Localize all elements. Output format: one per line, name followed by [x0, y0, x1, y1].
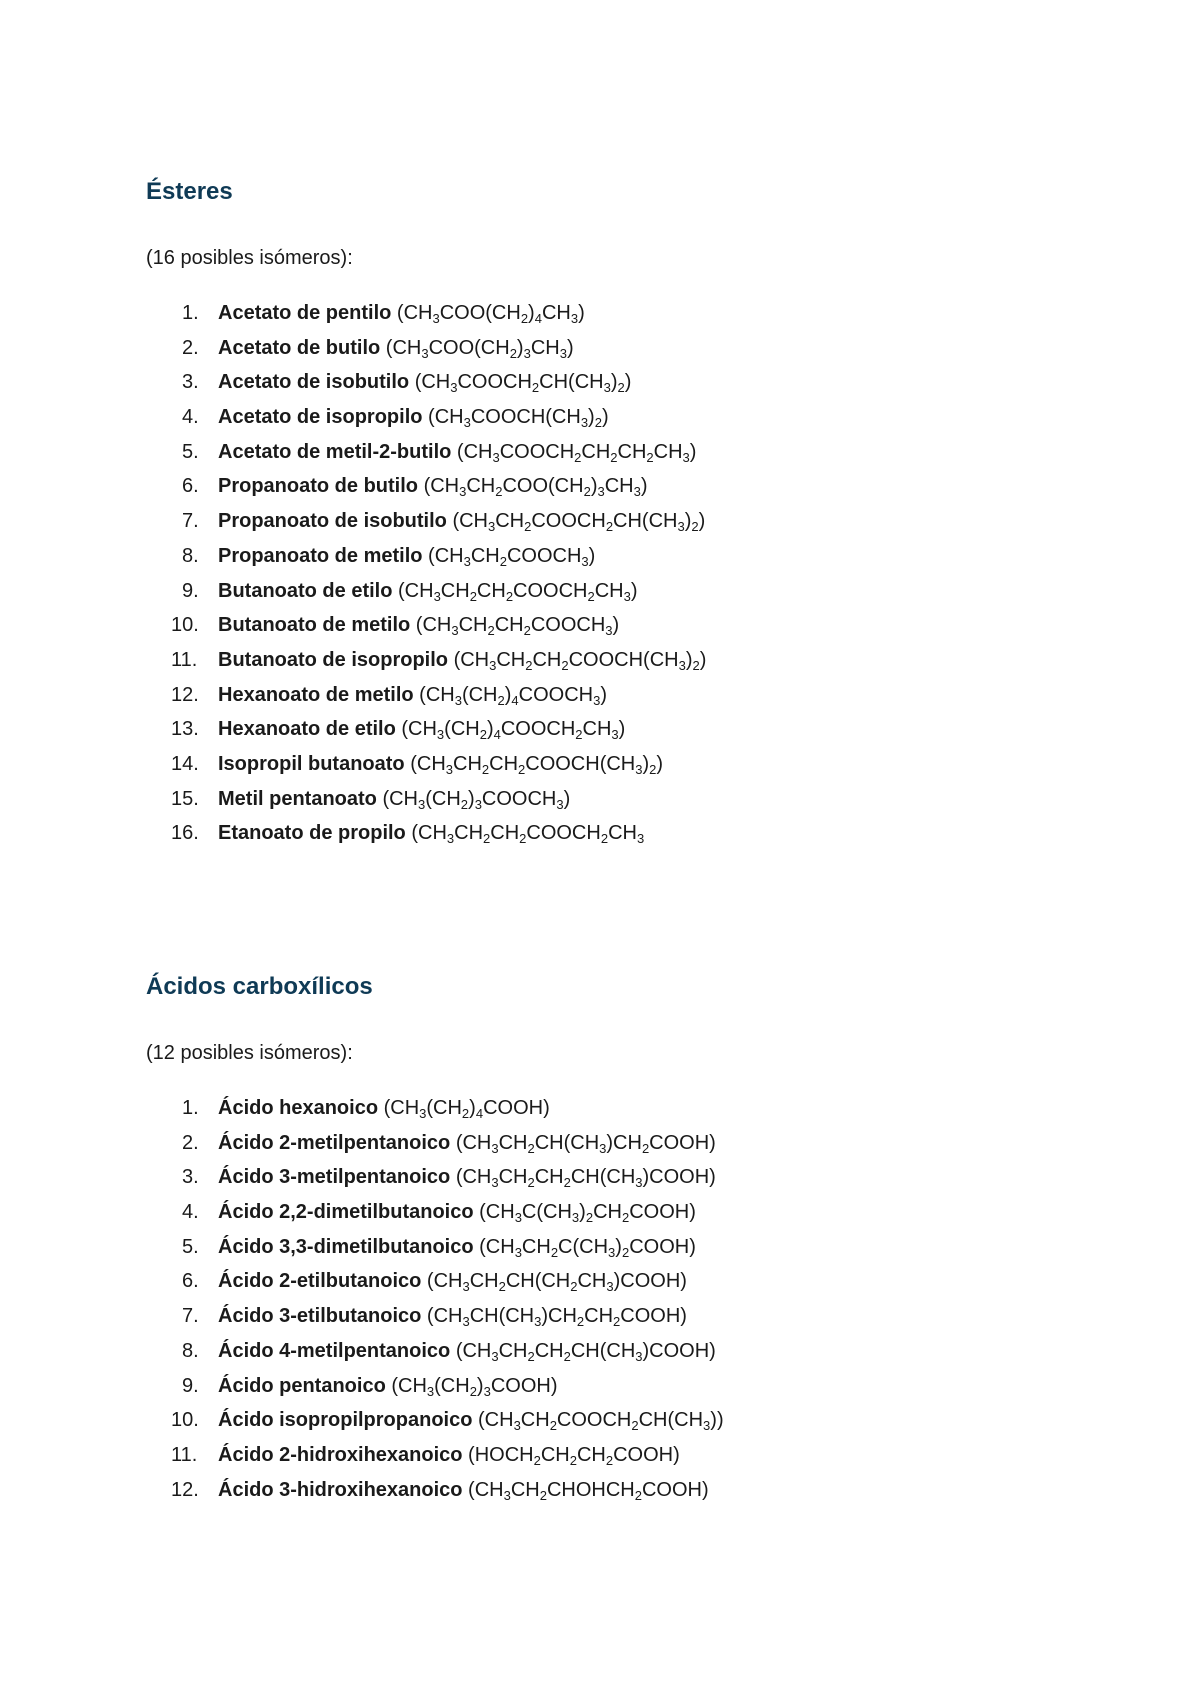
- list-item: [146, 1126, 1146, 1161]
- list-item: [146, 1473, 1146, 1508]
- item-number: 15.: [171, 787, 199, 810]
- compound-formula: $(CH_3(CH_2)_4COOCH_2CH_3)$: [401, 718, 626, 743]
- list-item: [146, 1230, 1146, 1265]
- item-number: 3.: [182, 371, 199, 394]
- item-text: [218, 1126, 716, 1161]
- item-number: 3.: [182, 1166, 199, 1189]
- compound-formula: $(CH_3(CH_2)_4COOH)$: [383, 1097, 550, 1121]
- ester-list: [146, 296, 1146, 851]
- list-item: [146, 643, 1146, 678]
- compound-formula: $(CH_3C(CH_3)_2CH_2COOH)$: [479, 1201, 696, 1226]
- item-text: [218, 331, 574, 366]
- list-item: [146, 1369, 1146, 1404]
- item-text: [218, 574, 638, 609]
- compound-formula: $(CH_3CH_2COO(CH_2)_3CH_3)$: [423, 475, 648, 500]
- compound-name: Metil pentanoato: [218, 787, 377, 810]
- compound-name: Ácido 2-hidroxihexanoico: [218, 1443, 463, 1466]
- item-text: [218, 400, 609, 435]
- compound-name: Ácido isopropilpropanoico: [218, 1409, 473, 1432]
- item-number: 8.: [182, 544, 199, 567]
- compound-formula: $(CH_3CH_2CH_2CH(CH_3)COOH)$: [455, 1339, 716, 1364]
- item-text: [218, 816, 644, 851]
- section-intro: (16 posibles isómeros):: [146, 247, 353, 269]
- list-item: [146, 1299, 1146, 1334]
- compound-name: Ácido 3-metilpentanoico: [218, 1166, 451, 1189]
- item-text: [218, 782, 570, 817]
- compound-name: Acetato de pentilo: [218, 302, 392, 324]
- item-number: 1.: [182, 1097, 199, 1119]
- compound-formula: $(CH_3CH_2COOCH_3)$: [428, 544, 596, 569]
- compound-formula: $(CH_3(CH_2)_3COOH)$: [391, 1374, 558, 1399]
- item-text: [218, 1438, 680, 1473]
- compound-formula: $(CH_3CH_2C(CH_3)_2COOH)$: [479, 1235, 696, 1260]
- item-number: 1.: [182, 302, 199, 324]
- compound-formula: $(CH_3CH_2CH(CH_3)CH_2COOH)$: [455, 1131, 716, 1156]
- compound-formula: $(CH_3CH_2COOCH_2CH(CH_3))$: [478, 1409, 724, 1434]
- list-item: [146, 331, 1146, 366]
- item-text: [218, 296, 585, 331]
- item-number: 12.: [171, 683, 199, 706]
- item-text: [218, 1195, 696, 1230]
- item-text: [218, 435, 696, 470]
- compound-formula: $(CH_3(CH_2)_4COOCH_3)$: [419, 683, 607, 708]
- compound-formula: $(CH_3CH_2CH_2COOCH_3)$: [415, 614, 620, 639]
- item-text: [218, 539, 595, 574]
- compound-name: Butanoato de metilo: [218, 614, 411, 637]
- list-item: [146, 469, 1146, 504]
- compound-name: Butanoato de etilo: [218, 579, 393, 602]
- item-text: [218, 1299, 687, 1334]
- compound-formula: $(CH_3COO(CH_2)_3CH_3)$: [385, 336, 574, 361]
- item-text: [218, 365, 631, 400]
- section-heading: Ácidos carboxílicos: [146, 973, 373, 1000]
- acid-list: [146, 1091, 1146, 1507]
- item-text: [218, 747, 663, 782]
- item-text: [218, 1403, 724, 1438]
- compound-formula: $(CH_3COOCH_2CH_2CH_2CH_3)$: [456, 440, 697, 465]
- item-number: 6.: [182, 1270, 199, 1293]
- compound-name: Propanoato de butilo: [218, 475, 418, 498]
- compound-formula: $(CH_3(CH_2)_3COOCH_3)$: [382, 787, 571, 812]
- compound-name: Hexanoato de etilo: [218, 718, 396, 741]
- item-number: 9.: [182, 1374, 199, 1397]
- compound-name: Ácido 3-etilbutanoico: [218, 1305, 422, 1328]
- compound-formula: $(CH_3CH_2CHOHCH_2COOH)$: [468, 1478, 709, 1503]
- compound-name: Etanoato de propilo: [218, 822, 406, 845]
- compound-name: Acetato de isopropilo: [218, 406, 423, 429]
- item-text: [218, 1473, 709, 1508]
- compound-name: Acetato de metil-2-butilo: [218, 440, 452, 463]
- item-number: 12.: [171, 1478, 199, 1501]
- list-item: [146, 1438, 1146, 1473]
- compound-name: Hexanoato de metilo: [218, 683, 414, 706]
- compound-formula: $(CH_3CH_2CH_2COOCH_2CH_3)$: [398, 579, 638, 604]
- list-item: [146, 1403, 1146, 1438]
- compound-name: Ácido 2,2-dimetilbutanoico: [218, 1201, 474, 1224]
- compound-formula: $(CH_3COO(CH_2)_4CH_3)$: [396, 302, 585, 326]
- list-item: [146, 608, 1146, 643]
- compound-name: Ácido hexanoico: [218, 1097, 379, 1119]
- compound-formula: $(CH_3CH_2COOCH_2CH(CH_3)_2)$: [452, 510, 706, 535]
- item-number: 16.: [171, 822, 199, 845]
- item-number: 10.: [171, 614, 199, 637]
- item-number: 11.: [171, 648, 198, 671]
- item-text: [218, 1369, 558, 1404]
- list-item: [146, 435, 1146, 470]
- compound-name: Ácido 4-metilpentanoico: [218, 1339, 451, 1362]
- compound-name: Ácido 2-metilpentanoico: [218, 1131, 451, 1154]
- list-item: [146, 712, 1146, 747]
- compound-name: Ácido 2-etilbutanoico: [218, 1270, 422, 1293]
- compound-name: Propanoato de isobutilo: [218, 510, 447, 533]
- compound-formula: $(CH_3CH_2CH_2CH(CH_3)COOH)$: [455, 1166, 716, 1191]
- list-item: [146, 296, 1146, 331]
- list-item: [146, 1264, 1146, 1299]
- item-text: [218, 1091, 550, 1126]
- list-item: [146, 816, 1146, 851]
- compound-formula: $(CH_3CH_2CH_2COOCH(CH_3)_2)$: [453, 648, 707, 673]
- compound-formula: $(HOCH_2CH_2CH_2COOH)$: [468, 1443, 680, 1468]
- item-text: [218, 1160, 716, 1195]
- list-item: [146, 1091, 1146, 1126]
- item-text: [218, 504, 705, 539]
- list-item: [146, 504, 1146, 539]
- list-item: [146, 365, 1146, 400]
- compound-formula: $(CH_3CH(CH_3)CH_2CH_2COOH)$: [426, 1305, 687, 1330]
- item-number: 4.: [182, 1201, 199, 1224]
- list-item: [146, 1195, 1146, 1230]
- compound-formula: $(CH_3COOCH(CH_3)_2)$: [428, 406, 609, 431]
- item-number: 7.: [182, 1305, 199, 1328]
- compound-formula: $(CH_3CH_2CH(CH_2CH_3)COOH)$: [426, 1270, 687, 1295]
- compound-name: Acetato de isobutilo: [218, 371, 410, 394]
- item-number: 6.: [182, 475, 199, 498]
- section-esteres: [146, 177, 1146, 851]
- list-item: [146, 747, 1146, 782]
- item-number: 4.: [182, 406, 199, 429]
- section-acidos-carboxilicos: [146, 972, 1146, 1507]
- compound-name: Ácido pentanoico: [218, 1374, 386, 1397]
- item-number: 13.: [171, 718, 199, 741]
- compound-formula: $(CH_3CH_2CH_2COOCH(CH_3)_2)$: [410, 752, 664, 777]
- compound-name: Propanoato de metilo: [218, 544, 423, 567]
- item-text: [218, 678, 607, 713]
- section-intro: (12 posibles isómeros):: [146, 1042, 353, 1064]
- item-number: 2.: [182, 336, 199, 359]
- list-item: [146, 574, 1146, 609]
- compound-formula: ($CH_3CH_2CH_2COOCH_2CH_3$: [411, 822, 645, 847]
- item-text: [218, 1230, 696, 1265]
- item-number: 14.: [171, 752, 199, 775]
- item-number: 11.: [171, 1443, 198, 1466]
- item-text: [218, 469, 648, 504]
- list-item: [146, 539, 1146, 574]
- compound-name: Ácido 3,3-dimetilbutanoico: [218, 1235, 474, 1258]
- list-item: [146, 782, 1146, 817]
- item-number: 8.: [182, 1339, 199, 1362]
- item-number: 5.: [182, 1235, 199, 1258]
- item-number: 2.: [182, 1131, 199, 1154]
- item-text: [218, 1334, 716, 1369]
- compound-name: Butanoato de isopropilo: [218, 648, 448, 671]
- list-item: [146, 678, 1146, 713]
- item-number: 9.: [182, 579, 199, 602]
- item-number: 5.: [182, 440, 199, 463]
- compound-name: Ácido 3-hidroxihexanoico: [218, 1478, 463, 1501]
- list-item: [146, 400, 1146, 435]
- compound-name: Isopropil butanoato: [218, 752, 405, 775]
- list-item: [146, 1160, 1146, 1195]
- item-number: 10.: [171, 1409, 199, 1432]
- item-text: [218, 608, 619, 643]
- item-text: [218, 712, 625, 747]
- list-item: [146, 1334, 1146, 1369]
- compound-name: Acetato de butilo: [218, 336, 381, 359]
- compound-formula: $(CH_3COOCH_2CH(CH_3)_2)$: [414, 371, 632, 396]
- item-number: 7.: [182, 510, 199, 533]
- section-heading: Ésteres: [146, 178, 233, 205]
- item-text: [218, 1264, 687, 1299]
- item-text: [218, 643, 706, 678]
